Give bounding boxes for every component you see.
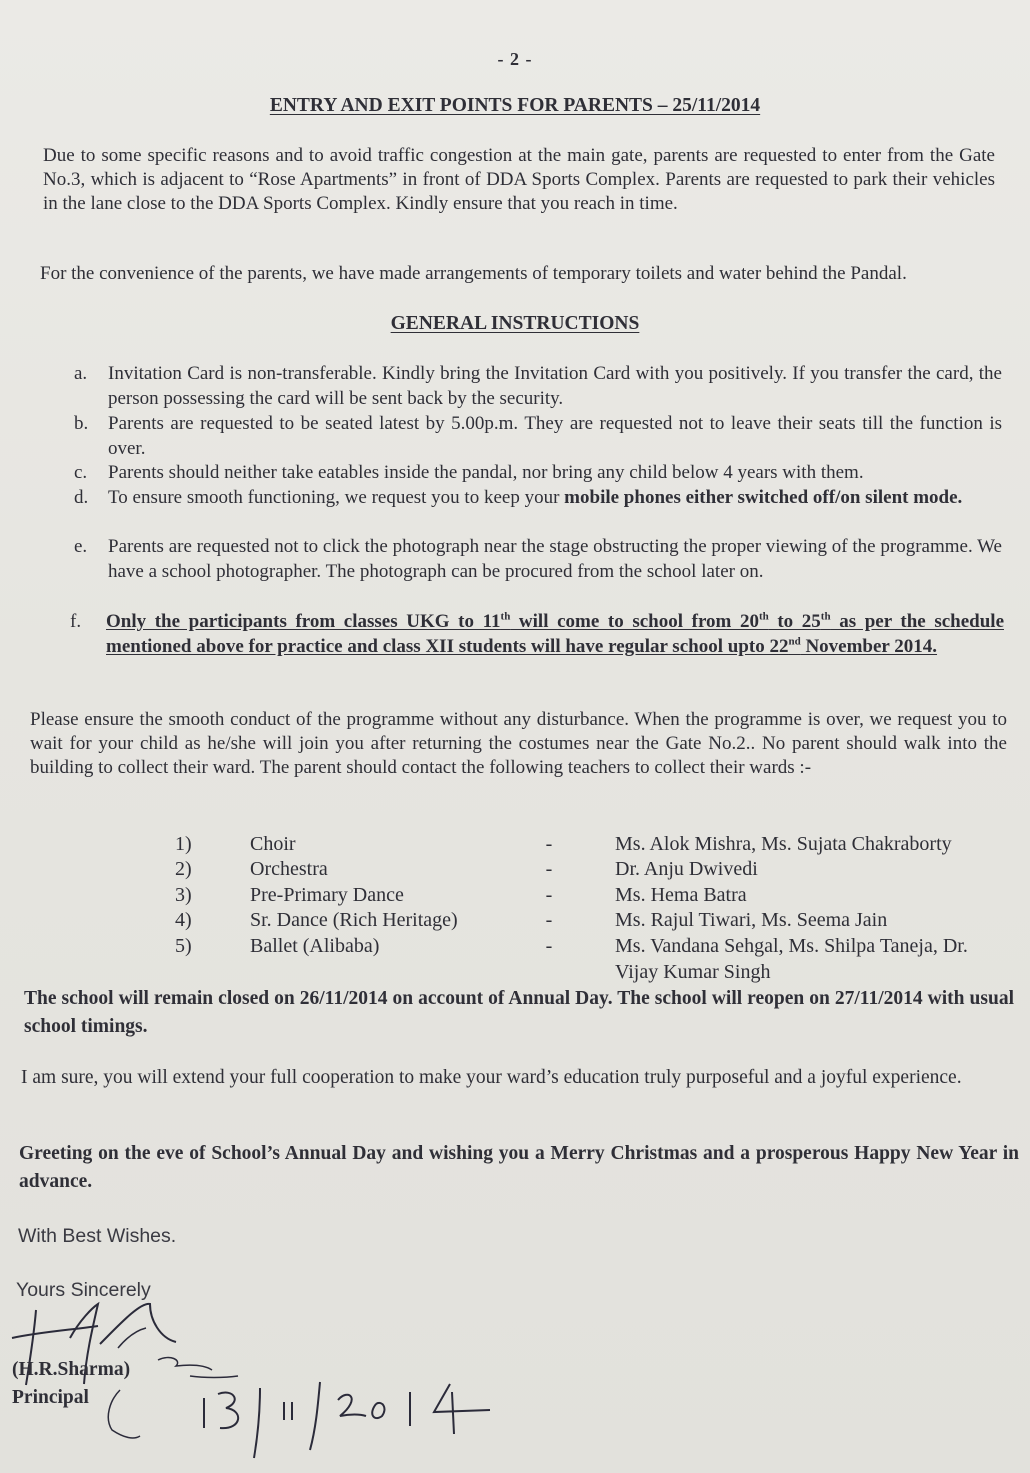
signatory-name: (H.R.Sharma) — [12, 1359, 131, 1380]
instruction-letter: a. — [74, 363, 88, 384]
paragraph-school-closed: The school will remain closed on 26/11/2014 on account of Annual Day. The school will reopen on 27/11/2014 with usual school timings. — [24, 988, 1014, 1037]
paragraph-convenience: For the convenience of the parents, we have made arrangements of temporary toilets and water behind the Pandal. — [40, 263, 907, 284]
instruction-letter: e. — [74, 536, 88, 557]
instruction-text: as per the schedule mentioned above for practice and class XII students will have regular school upto 22 — [106, 611, 1004, 657]
ordinal-suffix: th — [758, 610, 769, 623]
instruction-text: to 25 — [768, 611, 821, 632]
instruction-text: To ensure smooth functioning, we request you to keep your — [108, 487, 565, 508]
event-name: Choir — [250, 833, 296, 855]
handwritten-date — [190, 1370, 510, 1470]
page-number: - 2 - — [497, 49, 533, 69]
ordinal-suffix: nd — [788, 635, 801, 648]
instruction-letter: f. — [70, 611, 82, 632]
instruction-bold-text: mobile phones either switched off/on silent mode. — [564, 487, 963, 508]
instruction-letter: c. — [74, 462, 88, 483]
event-name: Pre-Primary Dance — [250, 884, 404, 906]
separator-dash: - — [545, 858, 553, 880]
paragraph-greeting: Greeting on the eve of School’s Annual Day and wishing you a Merry Christmas and a prosperous Happy New Year in advance. — [19, 1143, 1019, 1192]
paragraph-conduct: Please ensure the smooth conduct of the programme without any disturbance. When the programme is over, we request you to wait for your child as he/she will join you after returning the costumes near the Gate No.2.. No parent should walk into the building to collect their ward. The parent should contact the following teachers to collect their wards :- — [30, 709, 1007, 778]
teacher-names: Ms. Hema Batra — [615, 884, 747, 906]
ordinal-suffix: th — [500, 610, 511, 623]
separator-dash: - — [545, 909, 553, 931]
ordinal-suffix: th — [820, 610, 831, 623]
event-name: Orchestra — [250, 858, 328, 880]
instruction-item: Invitation Card is non-transferable. Kindly bring the Invitation Card with you positively. If you transfer the card, the person possessing the card will be sent back by the security. — [108, 363, 1002, 409]
instruction-item — [108, 485, 1002, 510]
event-name: Sr. Dance (Rich Heritage) — [250, 909, 458, 931]
instruction-item: Parents are requested not to click the photograph near the stage obstructing the proper viewing of the programme. We have a school photographer. The photograph can be procured from the school later on. — [108, 536, 1002, 582]
row-number: 2) — [175, 858, 192, 880]
separator-dash: - — [545, 884, 553, 906]
row-number: 5) — [175, 935, 192, 957]
separator-dash: - — [545, 833, 553, 855]
row-number: 4) — [175, 909, 192, 931]
instruction-text: November 2014. — [800, 636, 938, 657]
teacher-names: Ms. Alok Mishra, Ms. Sujata Chakraborty — [615, 833, 952, 855]
heading-entry-exit: ENTRY AND EXIT POINTS FOR PARENTS – 25/11/2014 — [269, 95, 761, 116]
signatory-title: Principal — [12, 1387, 89, 1408]
teacher-names: Ms. Rajul Tiwari, Ms. Seema Jain — [615, 909, 888, 931]
instruction-text: Only the participants from classes UKG to 11 — [106, 611, 501, 632]
teacher-names: Ms. Vandana Sehgal, Ms. Shilpa Taneja, Dr. Vijay Kumar Singh — [615, 935, 968, 983]
paragraph-entry-instructions: Due to some specific reasons and to avoid traffic congestion at the main gate, parents are requested to enter from the Gate No.3, which is adjacent to “Rose Apartments” in front of DDA Sports Complex. Parents are requested to park their vehicles in the lane close to the DDA Sports Complex. Kindly ensure that you reach in time. — [43, 145, 995, 214]
closing-best-wishes: With Best Wishes. — [18, 1225, 177, 1247]
heading-general-instructions: GENERAL INSTRUCTIONS — [390, 313, 640, 334]
instruction-item: Parents are requested to be seated latest by 5.00p.m. They are requested not to leave their seats till the function is over. — [108, 413, 1002, 459]
instruction-item-highlight — [106, 609, 1004, 659]
row-number: 3) — [175, 884, 192, 906]
row-number: 1) — [175, 833, 192, 855]
instruction-text: will come to school from 20 — [510, 611, 759, 632]
event-name: Ballet (Alibaba) — [250, 935, 380, 957]
separator-dash: - — [545, 935, 553, 957]
closing-yours-sincerely: Yours Sincerely — [16, 1279, 151, 1301]
instruction-item: Parents should neither take eatables inside the pandal, nor bring any child below 4 years with them. — [108, 462, 864, 483]
paragraph-cooperation: I am sure, you will extend your full cooperation to make your ward’s education truly purposeful and a joyful experience. — [21, 1067, 962, 1088]
instruction-letter: b. — [74, 413, 89, 434]
instruction-letter: d. — [74, 487, 89, 508]
teacher-names: Dr. Anju Dwivedi — [615, 858, 758, 880]
